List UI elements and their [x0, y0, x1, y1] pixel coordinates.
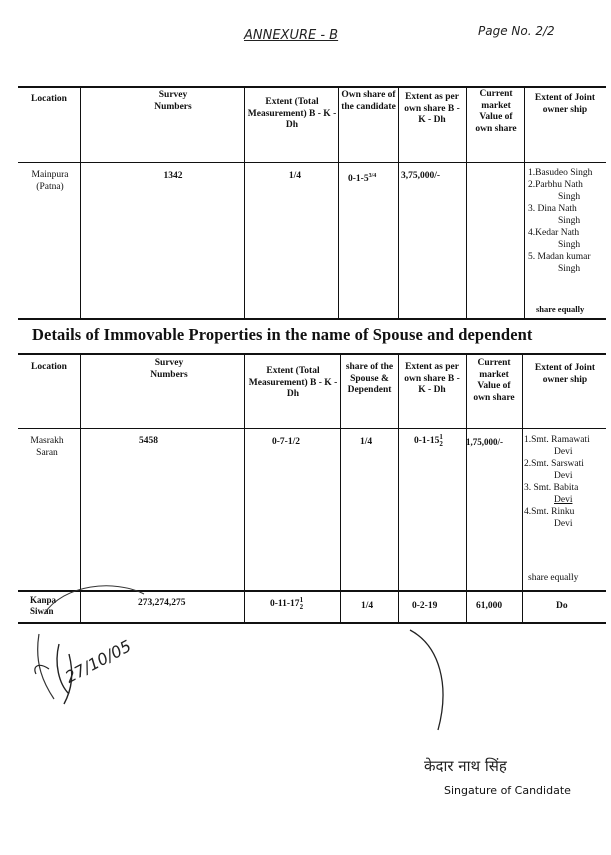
t1-own-share-value: 0-1-5 — [348, 174, 369, 185]
t2-row1-extent-total: 0-7-1/2 — [272, 437, 300, 447]
t2-owner-2b: Devi — [554, 471, 573, 481]
t1-location: Mainpura (Patna) — [31, 170, 69, 192]
annexure-label: ANNEXURE - B — [244, 28, 339, 43]
t2-row1-extent-own — [414, 434, 443, 448]
t2-owner-4b: Devi — [554, 519, 573, 529]
signature-stroke-icon — [400, 626, 470, 736]
t1-survey: 1342 — [163, 171, 183, 181]
t2-row2-extent-total-value: 0-11-17 — [270, 599, 300, 610]
page-number: Page No. 2/2 — [478, 24, 555, 38]
t2-row2-share: 1/4 — [361, 601, 374, 611]
t2-header-joint: Extent of Joint owner ship — [534, 363, 596, 385]
t1-owner-5b: Singh — [558, 264, 581, 274]
t2-row1-location: Masrakh Saran — [30, 436, 64, 458]
t1-own-share-sup: 3/4 — [368, 173, 377, 179]
section-title: Details of Immovable Properties in the name of Spouse and dependent — [32, 325, 533, 344]
t2-row2-market-value: 61,000 — [476, 601, 503, 611]
t2-row1-fraction — [439, 434, 443, 448]
t2-row1-market-value: 1,75,000/- — [466, 437, 503, 447]
t2-owner-4: 4.Smt. Rinku — [524, 507, 575, 517]
t1-header-market-value: Current market Value of own share — [475, 89, 517, 134]
t1-extent-total: 1/4 — [288, 171, 302, 181]
fraction-denominator: 2 — [439, 440, 443, 448]
t1-owner-3b: Singh — [558, 216, 581, 226]
t1-own-share — [348, 170, 376, 185]
fraction-denominator: 2 — [299, 603, 304, 611]
t1-header-location: Location — [31, 94, 67, 104]
fraction-numerator: 1 — [439, 433, 443, 441]
t2-row2-extent-total — [270, 597, 303, 611]
t2-header-share: share of the Spouse & Dependent — [345, 362, 394, 395]
t1-header-survey: Survey Numbers — [154, 90, 192, 112]
t2-owner-1: 1.Smt. Ramawati — [524, 435, 590, 445]
t2-owner-3: 3. Smt. Babita — [524, 483, 579, 493]
t2-row2-location: Kanpa Siwan — [30, 595, 57, 616]
t1-header-extent-own: Extent as per own share B - K - Dh — [404, 92, 460, 125]
t2-row1-extent-own-value: 0-1-15 — [414, 436, 440, 447]
t2-header-market-value: Current market Value of own share — [473, 358, 515, 403]
t1-header-joint: Extent of Joint owner ship — [534, 93, 596, 115]
t1-extent-own: 3,75,000/- — [401, 171, 441, 181]
signature-label: Singature of Candidate — [444, 784, 571, 797]
t1-owner-4: 4.Kedar Nath — [528, 228, 580, 238]
t1-header-extent-total: Extent (Total Measurement) B - K - Dh — [247, 97, 337, 130]
t2-row1-joint-owners — [524, 434, 608, 530]
t2-owner-3b: Devi — [554, 495, 573, 505]
t2-row1-share-note: share equally — [528, 573, 579, 583]
t1-owner-2b: Singh — [558, 192, 581, 202]
t2-owner-2: 2.Smt. Sarswati — [524, 459, 584, 469]
t1-owner-3: 3. Dina Nath — [528, 204, 577, 214]
t2-row2-extent-own: 0-2-19 — [412, 601, 438, 611]
hindi-signature: केदार नाथ सिंह — [424, 757, 507, 775]
t2-row2-joint: Do — [556, 601, 568, 611]
t1-joint-owners — [528, 167, 608, 275]
fraction-numerator: 1 — [299, 596, 304, 604]
t1-owner-1: 1.Basudeo Singh — [528, 168, 593, 178]
t2-header-location: Location — [31, 362, 67, 372]
t2-row1-survey: 5458 — [139, 436, 158, 446]
t2-header-extent-total: Extent (Total Measurement) B - K - Dh — [248, 366, 338, 399]
t1-share-note: share equally — [536, 304, 585, 314]
t1-header-own-share: Own share of the candidate — [341, 90, 396, 112]
t2-owner-1b: Devi — [554, 447, 573, 457]
t2-header-survey: Survey Numbers — [150, 358, 188, 380]
t2-header-extent-own: Extent as per own share B - K - Dh — [404, 362, 460, 395]
t1-owner-2: 2.Parbhu Nath — [528, 180, 583, 190]
t2-row2-fraction — [300, 597, 304, 611]
t2-row2-survey: 273,274,275 — [138, 598, 186, 608]
date-scribble: 27/10/05 — [62, 636, 135, 687]
t1-owner-5: 5. Madan kumar — [528, 252, 591, 262]
t1-owner-4b: Singh — [558, 240, 581, 250]
t2-row1-share: 1/4 — [360, 437, 373, 447]
stamp-scribble-icon — [24, 574, 164, 714]
